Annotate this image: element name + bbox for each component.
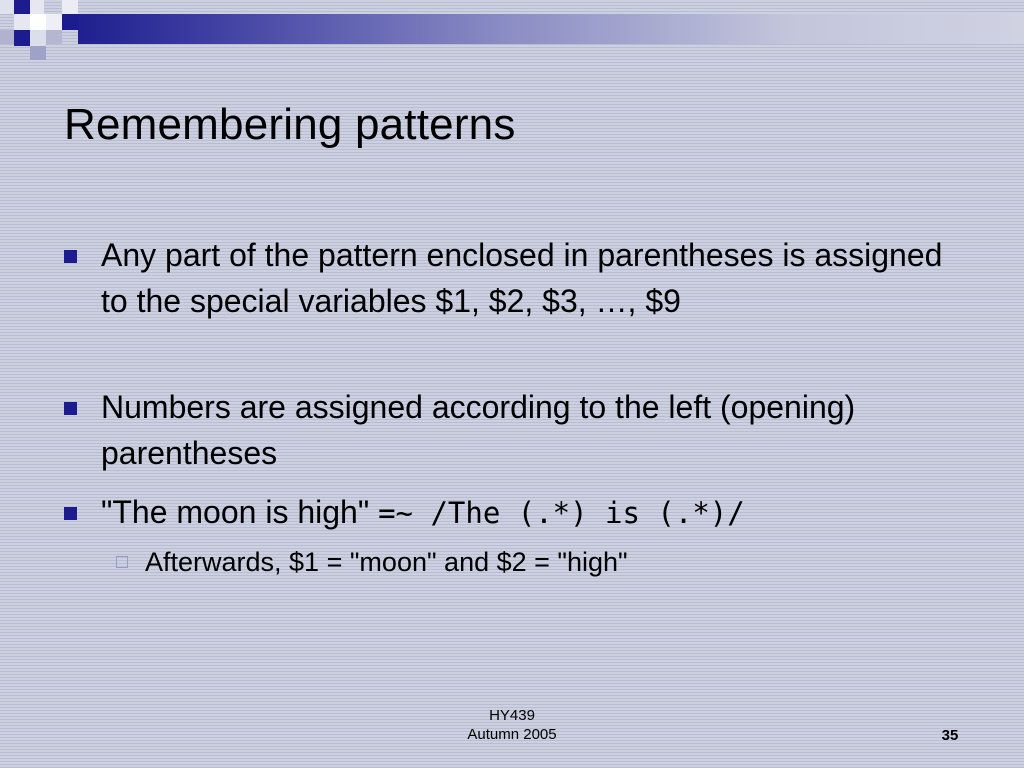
bullet-item xyxy=(64,384,954,476)
bullet-text xyxy=(101,489,954,536)
deco-square xyxy=(62,0,78,14)
deco-square xyxy=(0,30,14,44)
code-snippet: =~ /The (.*) is (.*)/ xyxy=(378,496,745,530)
square-bullet-icon xyxy=(64,250,77,263)
footer-course: HY439 xyxy=(489,707,535,724)
deco-square xyxy=(14,14,30,30)
footer-term: Autumn 2005 xyxy=(467,726,557,743)
deco-square xyxy=(30,30,46,46)
sub-bullet-text: Afterwards, $1 = "moon" and $2 = "high" xyxy=(145,547,628,577)
hollow-square-bullet-icon xyxy=(116,556,128,568)
square-bullet-icon xyxy=(64,402,77,415)
bullet-text: Any part of the pattern enclosed in parentheses is assigned to the special variables $1, $2, $3, …, $9 xyxy=(101,237,943,319)
deco-square xyxy=(14,30,30,46)
header-decoration xyxy=(0,0,1024,70)
deco-square xyxy=(30,0,44,14)
sub-bullet-item xyxy=(116,544,628,580)
bullet-text-prefix: "The moon is high" xyxy=(101,494,379,530)
deco-square xyxy=(30,46,46,60)
page-number: 35 xyxy=(941,727,959,744)
deco-square xyxy=(46,30,62,44)
footer-info xyxy=(0,706,1024,744)
bullet-text: Numbers are assigned according to the left (opening) parentheses xyxy=(101,389,856,471)
deco-square xyxy=(62,14,78,30)
deco-square xyxy=(0,0,14,14)
deco-square xyxy=(46,14,62,30)
square-bullet-icon xyxy=(64,507,77,520)
bullet-item xyxy=(64,232,954,324)
deco-square xyxy=(30,14,46,30)
bullet-item xyxy=(64,489,954,536)
header-gradient-bar xyxy=(78,14,1024,44)
slide-title: Remembering patterns xyxy=(64,100,516,149)
deco-square xyxy=(14,0,30,14)
